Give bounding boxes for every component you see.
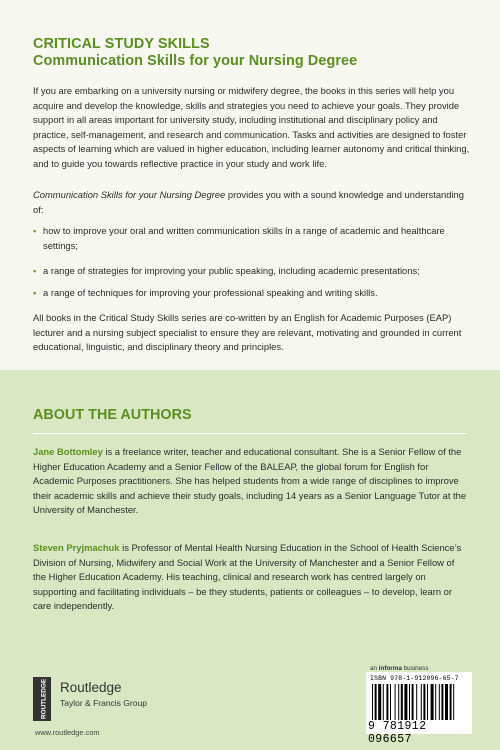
book-title: Communication Skills for your Nursing Degree <box>33 53 358 69</box>
list-item-text: a range of techniques for improving your professional speaking and writing skills. <box>43 287 378 298</box>
divider <box>33 433 467 434</box>
logo-text: ROUTLEDGE <box>40 678 48 719</box>
author-bio-text: is a freelance writer, teacher and educational consultant. She is a Senior Fellow of the Higher Education Academy and a Senior Fellow of the BALEAP, the global forum for English for Academic Purposes practitioners. She has helped students from a wide range of disciplines to improve their academic skills and achieve their study goals, including 14 years as a Senior Language Tutor at the University of Manchester. <box>33 446 467 516</box>
publisher-group: Taylor & Francis Group <box>60 698 147 708</box>
list-item-text: a range of strategies for improving your public speaking, including academic presentations; <box>43 265 420 276</box>
about-authors-heading: ABOUT THE AUTHORS <box>33 407 192 423</box>
publisher-name: Routledge <box>60 680 122 695</box>
barcode-icon <box>372 684 468 720</box>
informa-brand: informa <box>378 665 402 672</box>
book-title-italic: Communication Skills for your Nursing Degree <box>33 189 226 200</box>
bullet-icon: • <box>33 265 37 276</box>
series-title: CRITICAL STUDY SKILLS <box>33 36 210 52</box>
author-bio <box>33 541 469 614</box>
routledge-logo-icon <box>33 677 51 721</box>
list-item-text: how to improve your oral and written communication skills in a range of academic and healthcare settings; <box>43 225 445 251</box>
bullet-icon: • <box>33 225 37 236</box>
informa-tagline: an informa business <box>370 665 429 672</box>
author-name: Jane Bottomley <box>33 446 103 457</box>
intro-paragraph: If you are embarking on a university nursing or midwifery degree, the books in this series will help you acquire and develop the knowledge, skills and strategies you need to achieve your goals. They provide support in all areas important for university study, including institutional and disciplinary policy and practice, self-management, and research and communication. Tasks and activities are designed to foster aspects of learning which are valued in higher education, including learner autonomy and critical thinking, and to guide you towards reflective practice in your study and work life. <box>33 85 470 169</box>
barcode-number: 9 781912 096657 <box>368 720 427 746</box>
provides-paragraph <box>33 188 473 217</box>
bullet-icon: • <box>33 287 37 298</box>
coauthor-paragraph: All books in the Critical Study Skills series are co-written by an English for Academic Purposes (EAP) lecturer and a nursing subject specialist to ensure they are relevant, motivating and grounded in current educational, linguistic, and disciplinary theory and principles. <box>33 312 462 353</box>
author-bio-text: is Professor of Mental Health Nursing Education in the School of Health Science’s Division of Nursing, Midwifery and Social Work at the University of Manchester and a Senior Fellow of the Higher Education Academy. His teaching, clinical and research work has centred largely on supporting and facilitating individuals – be they students, patients or colleagues – to develop, learn or care independently. <box>33 542 462 612</box>
barcode-panel <box>366 672 472 746</box>
provides-text: provides you with a sound knowledge and understanding of: <box>33 189 464 215</box>
isbn-text: ISBN 978-1-912096-65-7 <box>370 675 459 682</box>
author-bio <box>33 445 469 518</box>
author-name: Steven Pryjmachuk <box>33 542 120 553</box>
publisher-url: www.routledge.com <box>35 728 100 737</box>
